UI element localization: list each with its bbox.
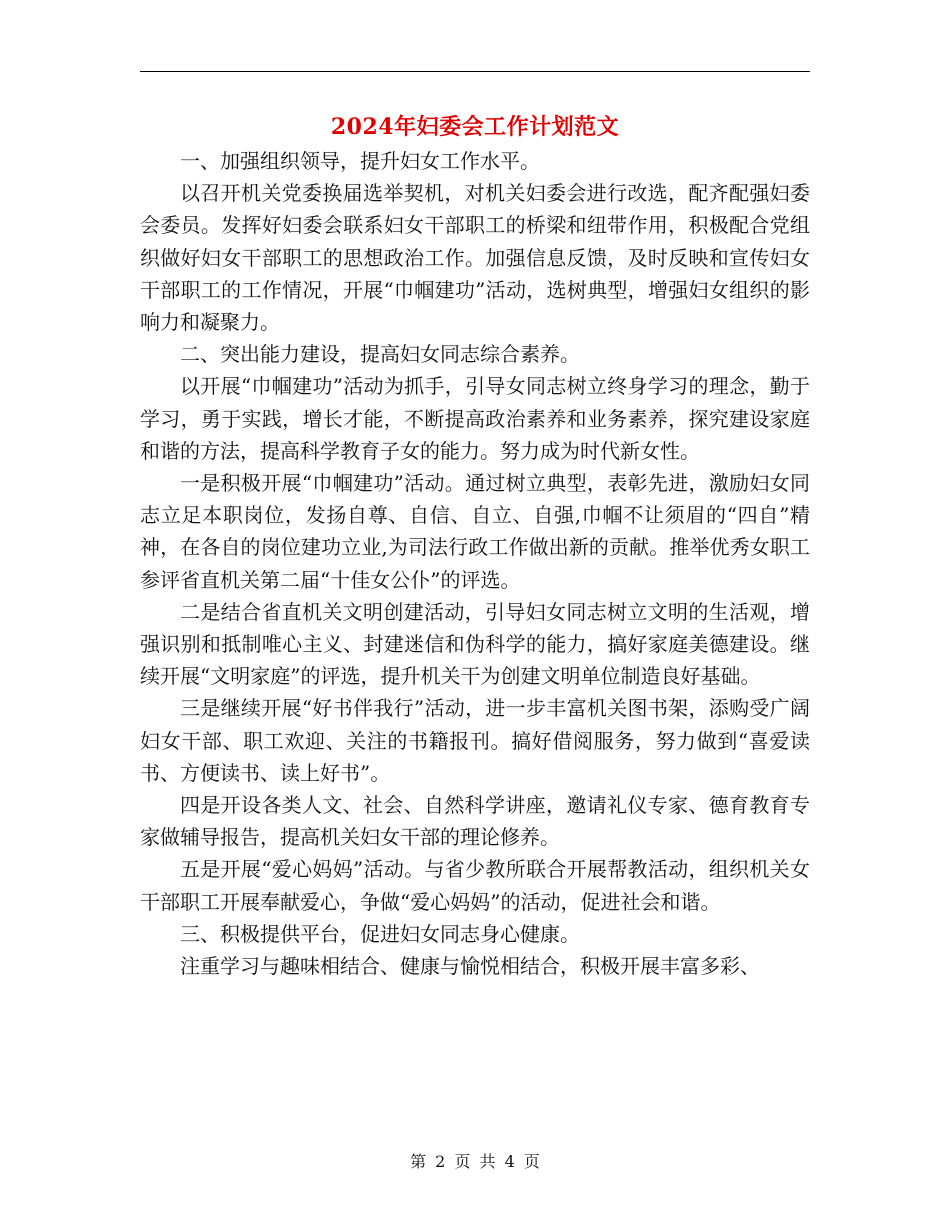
page-number-footer: 第 2 页 共 4 页 — [410, 1152, 540, 1171]
section-heading-1: 一、加强组织领导，提升妇女工作水平。 — [180, 149, 540, 173]
header-rule — [140, 71, 810, 72]
paragraph: 三是继续开展“好书伴我行”活动，进一步丰富机关图书架，添购受广阔妇女干部、职工欢迎、关注的书籍报刊。搞好借阅服务，努力做到“喜爱读书、方便读书、读上好书”。 — [140, 696, 810, 785]
paragraph: 二是结合省直机关文明创建活动，引导妇女同志树立文明的生活观，增强识别和抵制唯心主义、封建迷信和伪科学的能力，搞好家庭美德建设。继续开展“文明家庭”的评选，提升机关干为创建文明单位制造良好基础。 — [140, 599, 810, 689]
paragraph: 四是开设各类人文、社会、自然科学讲座，邀请礼仪专家、德育教育专家做辅导报告，提高机关妇女干部的理论修养。 — [140, 793, 810, 850]
document-body — [140, 145, 810, 982]
paragraph: 注重学习与趣味相结合、健康与愉悦相结合，积极开展丰富多彩、 — [180, 954, 760, 979]
paragraph: 五是开展“爱心妈妈”活动。与省少教所联合开展帮教活动，组织机关女干部职工开展奉献爱心，争做“爱心妈妈”的活动，促进社会和谐。 — [140, 857, 810, 914]
paragraph: 以开展“巾帼建功”活动为抓手，引导女同志树立终身学习的理念，勤于学习，勇于实践，增长才能，不断提高政治素养和业务素养，探究建设家庭和谐的方法，提高科学教育子女的能力。努力成为时代新女性。 — [140, 374, 810, 463]
document-title: 2024年妇委会工作计划范文 — [330, 114, 620, 140]
paragraph: 以召开机关党委换届选举契机，对机关妇委会进行改选，配齐配强妇委会委员。发挥好妇委会联系妇女干部职工的桥梁和纽带作用，积极配合党组织做好妇女干部职工的思想政治工作。加强信息反馈，及时反映和宣传妇女干部职工的工作情况，开展“巾帼建功”活动，选树典型，增强妇女组织的影响力和凝聚力。 — [140, 181, 810, 335]
section-heading-2: 二、突出能力建设，提高妇女同志综合素养。 — [180, 342, 580, 367]
section-heading-3: 三、积极提供平台，促进妇女同志身心健康。 — [180, 921, 580, 946]
paragraph: 一是积极开展“巾帼建功”活动。通过树立典型，表彰先进，激励妇女同志立足本职岗位，发扬自尊、自信、自立、自强,巾帼不让须眉的“四自”精神，在各自的岗位建功立业,为司法行政工作做出新的贡献。推举优秀女职工参评省直机关第二届“十佳女公仆”的评选。 — [140, 471, 810, 592]
